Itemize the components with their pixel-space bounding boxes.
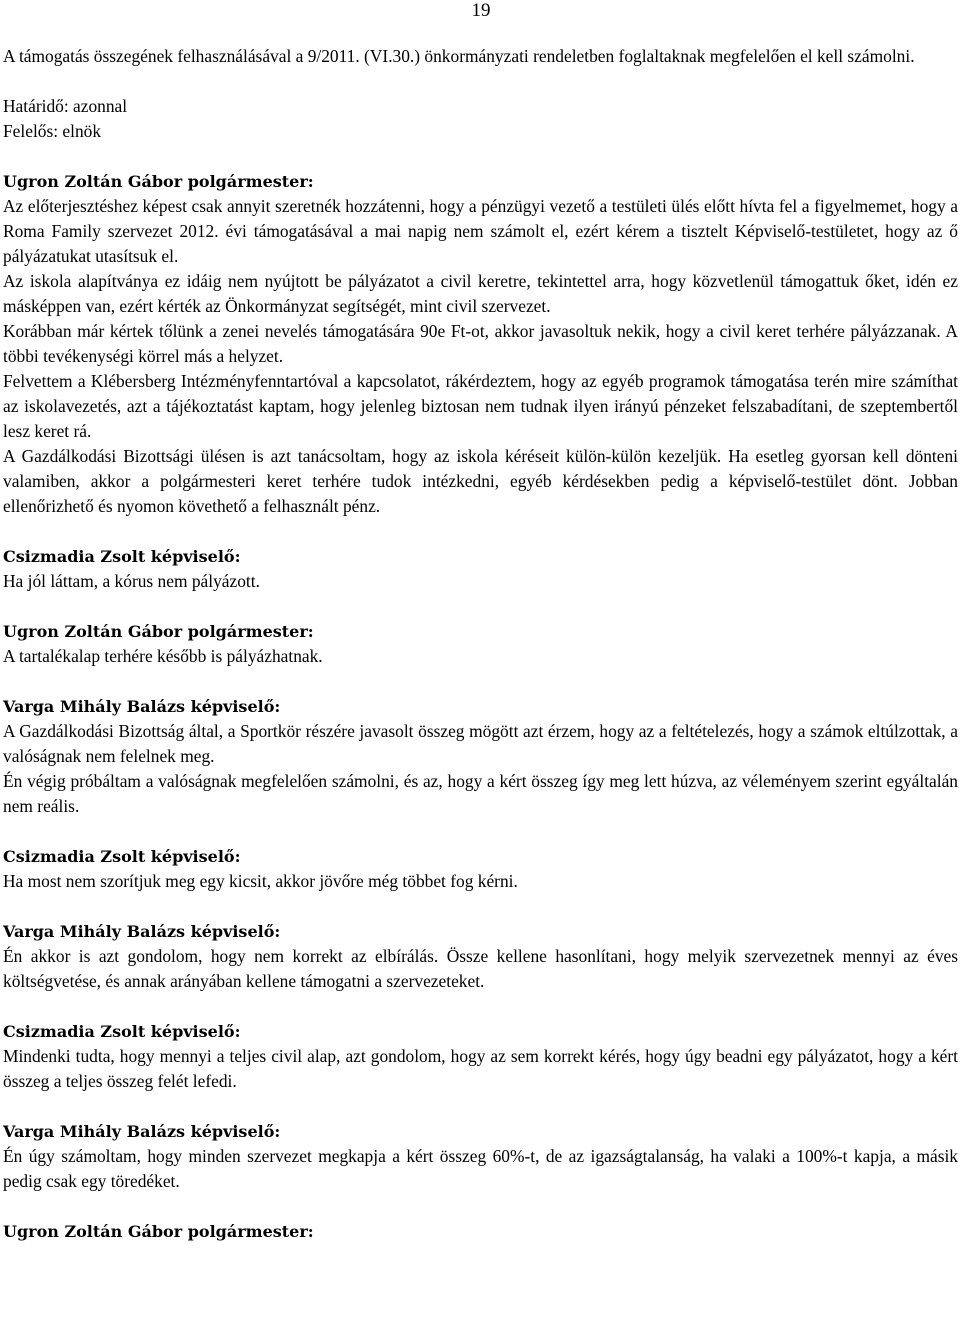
speech-paragraph: Az előterjesztéshez képest csak annyit szeretnék hozzátenni, hogy a pénzügyi vezető a testületi ülés előtt hívta fel a figyelmemet, hogy a Roma Family szervezet 2012. évi támogatásával a mai napig nem számolt el, ezért kérem a tisztelt Képviselő-testületet, hogy az ő pályázatukat utasítsuk el.	[3, 196, 958, 266]
speaker-name: Csizmadia Zsolt képviselő:	[3, 1022, 241, 1041]
speech-paragraph: Én akkor is azt gondolom, hogy nem korrekt az elbírálás. Össze kellene hasonlítani, hogy melyik szervezetnek mennyi az éves költségvetése, és annak arányában kellene támogatni a szervezeteket.	[3, 946, 958, 991]
speech-paragraph: A tartalékalap terhére később is pályázhatnak.	[3, 646, 323, 666]
speech-paragraph: Felvettem a Klébersberg Intézményfenntartóval a kapcsolatot, rákérdeztem, hogy az egyéb programok támogatása terén mire számíthat az iskolavezetés, azt a tájékoztatást kaptam, hogy jelenleg biztosan nem tudnak ilyen irányú pénzeket felszabadítani, de szeptembertől lesz keret rá.	[3, 371, 958, 441]
speech-paragraph: Az iskola alapítványa ez idáig nem nyújtott be pályázatot a civil keretre, tekintettel arra, hogy közvetlenül támogattuk őket, idén ez másképpen van, ezért kérték az Önkormányzat segítségét, mint civil szervezet.	[3, 271, 958, 316]
speech-paragraph: Korábban már kértek tőlünk a zenei nevelés támogatására 90e Ft-ot, akkor javasoltuk nekik, hogy a civil keret terhére pályázzanak. A többi tevékenységi körrel más a helyzet.	[3, 321, 958, 366]
speaker-name: Varga Mihály Balázs képviselő:	[3, 922, 281, 941]
speech-paragraph: Mindenki tudta, hogy mennyi a teljes civil alap, azt gondolom, hogy az sem korrekt kérés, hogy úgy beadni egy pályázatot, hogy a kért összeg a teljes összeg felét lefedi.	[3, 1046, 958, 1091]
deadline-line: Határidő: azonnal	[3, 96, 128, 116]
speaker-name: Ugron Zoltán Gábor polgármester:	[3, 172, 314, 191]
speaker-name: Ugron Zoltán Gábor polgármester:	[3, 622, 314, 641]
speech-paragraph: Ha jól láttam, a kórus nem pályázott.	[3, 571, 260, 591]
speech-paragraph: A Gazdálkodási Bizottság által, a Sportkör részére javasolt összeg mögött azt érzem, hogy az a feltételezés, hogy a számok eltúlzottak, a valóságnak nem felelnek meg.	[3, 721, 958, 766]
speech-paragraph: Én végig próbáltam a valóságnak megfelelően számolni, és az, hogy a kért összeg így meg lett húzva, az véleményem szerint egyáltalán nem reális.	[3, 771, 958, 816]
speech-paragraph: Én úgy számoltam, hogy minden szervezet megkapja a kért összeg 60%-t, de az igazságtalanság, ha valaki a 100%-t kapja, a másik pedig csak egy töredéket.	[3, 1146, 958, 1191]
speaker-name: Csizmadia Zsolt képviselő:	[3, 847, 241, 866]
speech-paragraph: A Gazdálkodási Bizottsági ülésen is azt tanácsoltam, hogy az iskola kéréseit külön-külön kezeljük. Ha esetleg gyorsan kell dönteni valamiben, akkor a polgármesteri keret terhére tudok intézkedni, egyéb kérdésekben pedig a képviselő-testület dönt. Jobban ellenőrizhető és nyomon követhető a felhasznált pénz.	[3, 446, 958, 516]
speaker-name: Varga Mihály Balázs képviselő:	[3, 697, 281, 716]
document-body	[3, 44, 958, 1244]
page-number: 19	[471, 0, 491, 21]
speech-paragraph: Ha most nem szorítjuk meg egy kicsit, akkor jövőre még többet fog kérni.	[3, 871, 518, 891]
speaker-name: Varga Mihály Balázs képviselő:	[3, 1122, 281, 1141]
speaker-name: Csizmadia Zsolt képviselő:	[3, 547, 241, 566]
responsible-line: Felelős: elnök	[3, 121, 102, 141]
intro-paragraph: A támogatás összegének felhasználásával a 9/2011. (VI.30.) önkormányzati rendeletben foglaltaknak megfelelően el kell számolni.	[3, 46, 915, 66]
speaker-name: Ugron Zoltán Gábor polgármester:	[3, 1222, 314, 1241]
